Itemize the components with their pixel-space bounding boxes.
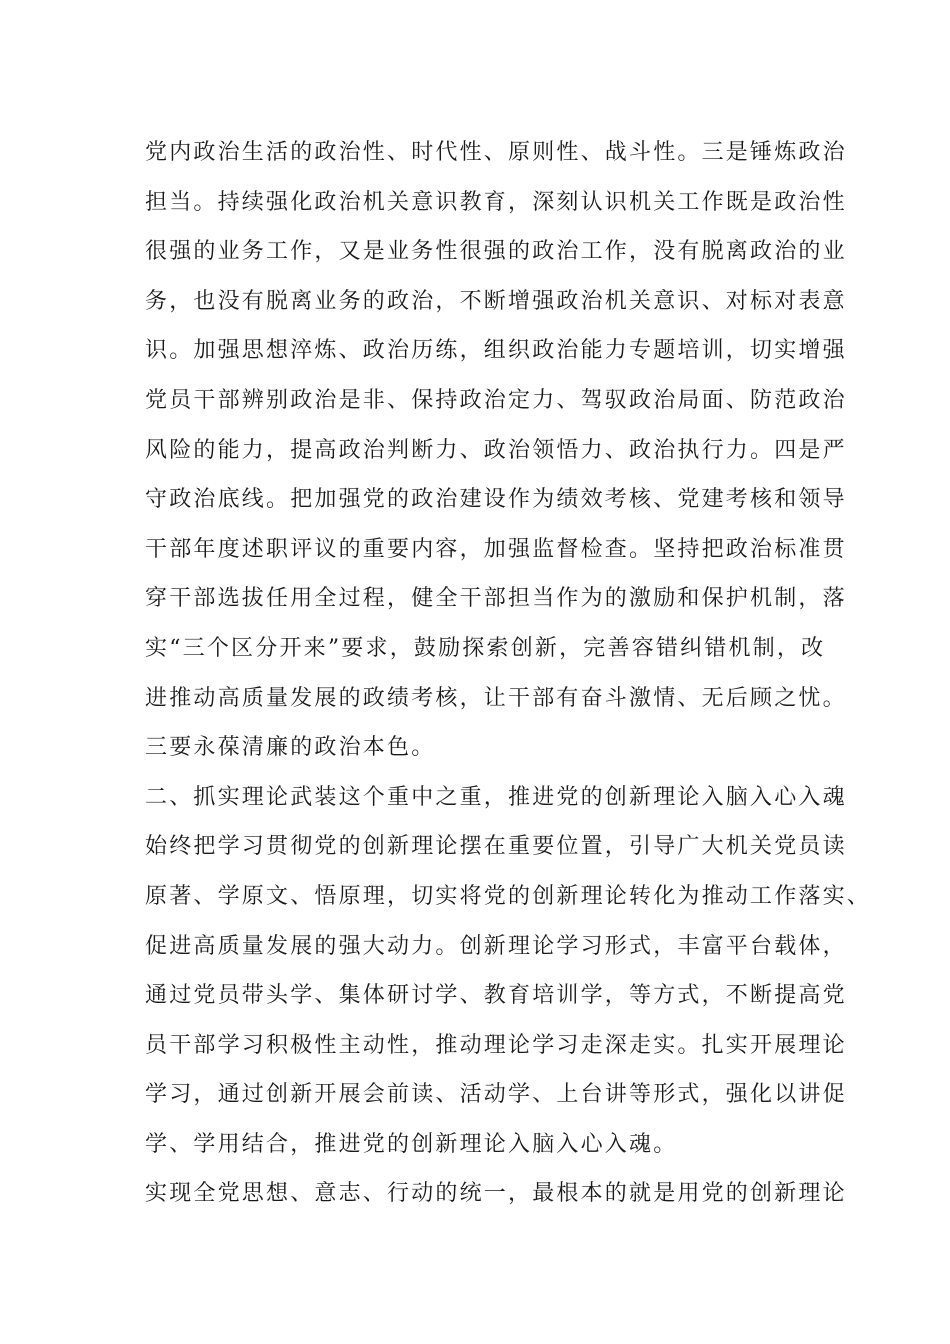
text-line: 学习，通过创新开展会前读、活动学、上台讲等形式，强化以讲促 [145,1082,847,1108]
text-line: 穿干部选拔任用全过程，健全干部担当作为的激励和保护机制，落 [145,586,847,612]
text-line: 实现全党思想、意志、行动的统一，最根本的就是用党的创新理论 [145,1181,847,1207]
text-line: 担当。持续强化政治机关意识教育，深刻认识机关工作既是政治性 [145,189,847,215]
text-line: 务，也没有脱离业务的政治，不断增强政治机关意识、对标对表意 [145,288,847,314]
text-line: 进推动高质量发展的政绩考核，让干部有奋斗激情、无后顾之忧。 [145,685,847,711]
text-line: 党员干部辨别政治是非、保持政治定力、驾驭政治局面、防范政治 [145,387,847,413]
document-body [145,128,872,1219]
text-line: 通过党员带头学、集体研讨学、教育培训学，等方式，不断提高党 [145,983,847,1009]
text-line: 风险的能力，提高政治判断力、政治领悟力、政治执行力。四是严 [145,437,847,463]
section-heading: 二、抓实理论武装这个重中之重，推进党的创新理论入脑入心入魂 [145,784,847,810]
text-line: 学、学用结合，推进党的创新理论入脑入心入魂。 [145,1131,678,1157]
text-line: 促进高质量发展的强大动力。创新理论学习形式，丰富平台载体， [145,933,847,959]
text-line: 三要永葆清廉的政治本色。 [145,735,436,761]
text-line: 识。加强思想淬炼、政治历练，组织政治能力专题培训，切实增强 [145,338,847,364]
text-line: 员干部学习积极性主动性，推动理论学习走深走实。扎实开展理论 [145,1032,847,1058]
text-line: 干部年度述职评议的重要内容，加强监督检查。坚持把政治标准贯 [145,536,847,562]
text-line: 实“三个区分开来”要求，鼓励探索创新，完善容错纠错机制，改 [145,635,826,661]
text-line: 原著、学原文、悟原理，切实将党的创新理论转化为推动工作落实、 [145,883,872,909]
text-line: 党内政治生活的政治性、时代性、原则性、战斗性。三是锤炼政治 [145,140,847,165]
text-line: 守政治底线。把加强党的政治建设作为绩效考核、党建考核和领导 [145,487,847,513]
text-line: 始终把学习贯彻党的创新理论摆在重要位置，引导广大机关党员读 [145,834,847,860]
text-line: 很强的业务工作，又是业务性很强的政治工作，没有脱离政治的业 [145,239,847,265]
